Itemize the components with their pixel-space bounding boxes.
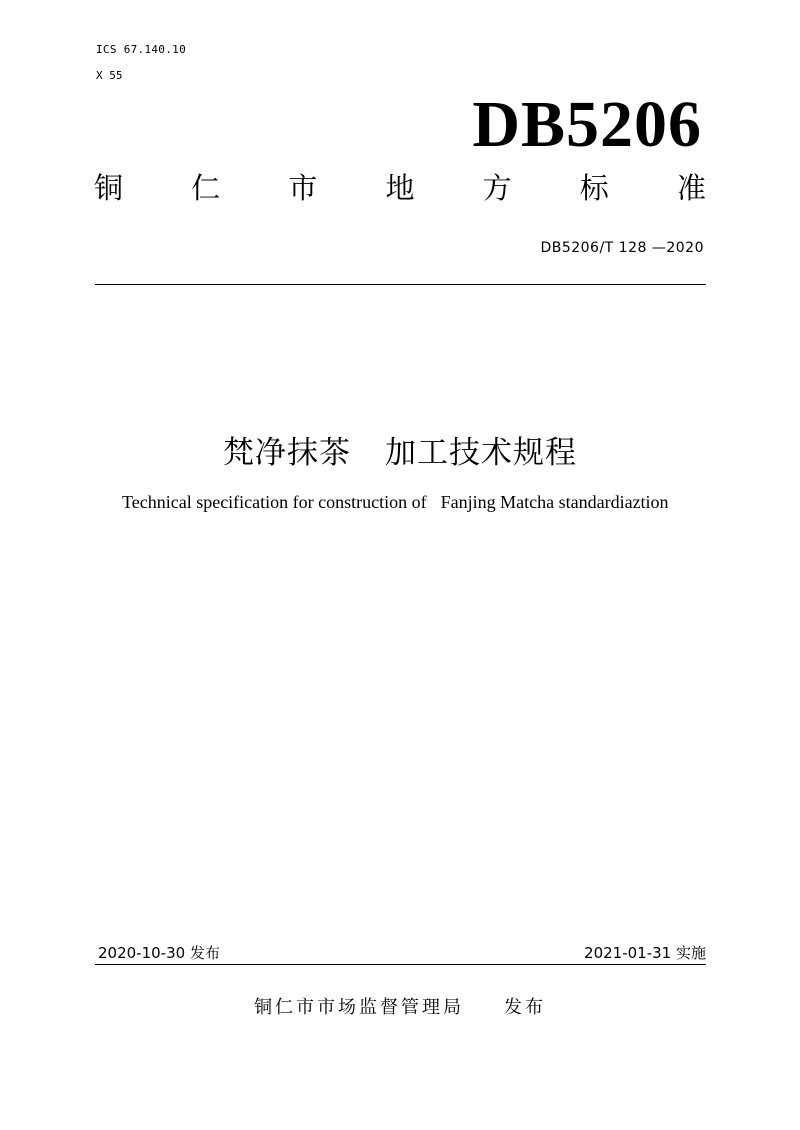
- title-english-part1: Technical specification for construction of: [122, 492, 427, 512]
- bottom-divider: [95, 964, 706, 965]
- issuing-authority: [0, 993, 800, 1019]
- standard-prefix: DB5206: [472, 88, 702, 161]
- standard-kind-char: 准: [676, 171, 706, 205]
- ics-code: ICS 67.140.10: [96, 43, 186, 56]
- standard-kind-char: 铜: [94, 171, 124, 205]
- standard-kind: [94, 171, 706, 205]
- standard-number: DB5206/T 128 —2020: [540, 240, 704, 256]
- standard-kind-char: 标: [579, 171, 609, 205]
- issuer-name: 铜仁市市场监督管理局: [254, 997, 464, 1018]
- issue-word: 发布: [504, 997, 546, 1018]
- title-chinese-part1: 梵净抹茶: [223, 435, 351, 471]
- top-divider: [95, 284, 706, 285]
- standard-kind-char: 市: [288, 171, 318, 205]
- standard-kind-char: 方: [482, 171, 512, 205]
- issue-date: 2020-10-30 发布: [98, 944, 220, 962]
- standard-kind-char: 地: [385, 171, 415, 205]
- title-english: [122, 492, 708, 513]
- classification-code: X 55: [96, 69, 123, 82]
- standard-kind-char: 仁: [191, 171, 221, 205]
- implementation-date: 2021-01-31 实施: [584, 944, 706, 962]
- title-chinese: [0, 427, 800, 472]
- title-english-part2: Fanjing Matcha standardiaztion: [440, 492, 669, 512]
- title-chinese-part2: 加工技术规程: [385, 435, 577, 471]
